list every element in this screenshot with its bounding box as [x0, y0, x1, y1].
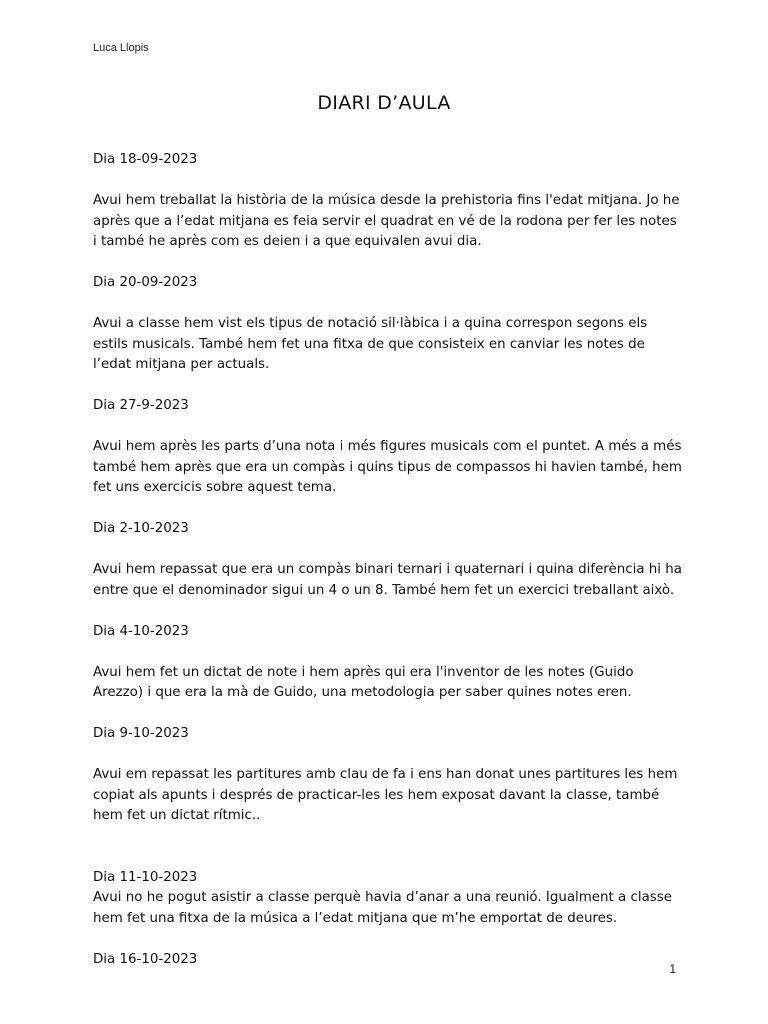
- diary-content: [93, 150, 683, 970]
- entry-text: Avui hem treballat la història de la música desde la prehistoria fins l'edat mitjana. Jo he après que a l’edat mitjana es feia servir el quadrat en vé de la rodona per fer les notes i també he après com es deien i a que equivalen avui dia.: [93, 193, 680, 249]
- entry-date: Dia 4-10-2023: [93, 623, 189, 639]
- blank-line: [93, 847, 683, 868]
- entry-text: Avui hem après les parts d’una nota i més figures musicals com el puntet. A més a més també hem après que era un compàs i quins tipus de compassos hi havien també, hem fet uns exercicis sobre aquest tema.: [93, 439, 682, 495]
- entry-date: Dia 20-09-2023: [93, 275, 198, 290]
- entry-date: Dia 2-10-2023: [93, 521, 189, 536]
- entry-text: Avui no he pogut asistir a classe perquè havia d’anar a una reunió. Igualment a classe hem fet una fitxa de la música a l’edat mitjana que m’he emportat de deures.: [93, 890, 672, 926]
- entry-date: Dia 27-9-2023: [93, 398, 189, 413]
- entry-text: Avui hem repassat que era un compàs binari ternari i quaternari i quina diferència hi ha entre que el denominador sigui un 4 o un 8. També hem fet un exercici treballant això.: [93, 562, 682, 598]
- document-title: DIARI D’AULA: [317, 92, 451, 114]
- entry-date: Dia 11-10-2023: [93, 869, 198, 885]
- entry-text: Avui em repassat les partitures amb clau de fa i ens han donat unes partitures les hem copiat als apunts i després de practicar-les les hem exposat davant la classe, també hem fet un dictat rítmic..: [93, 767, 678, 823]
- page-number: 1: [669, 962, 676, 976]
- entry-date: Dia 9-10-2023: [93, 726, 189, 741]
- entry-text: Avui a classe hem vist els tipus de notació sil·làbica i a quina correspon segons els estils musicals. També hem fet una fitxa de que consisteix en canviar les notes de l’edat mitjana per actuals.: [93, 316, 648, 372]
- entry-text: Avui hem fet un dictat de note i hem après qui era l'inventor de les notes (Guido Arezzo) i que era la mà de Guido, una metodologia per saber quines notes eren.: [93, 664, 634, 700]
- entry-date: Dia 16-10-2023: [93, 951, 198, 967]
- entry-date: Dia 18-09-2023: [93, 152, 198, 167]
- header-author: Luca Llopis: [93, 42, 149, 54]
